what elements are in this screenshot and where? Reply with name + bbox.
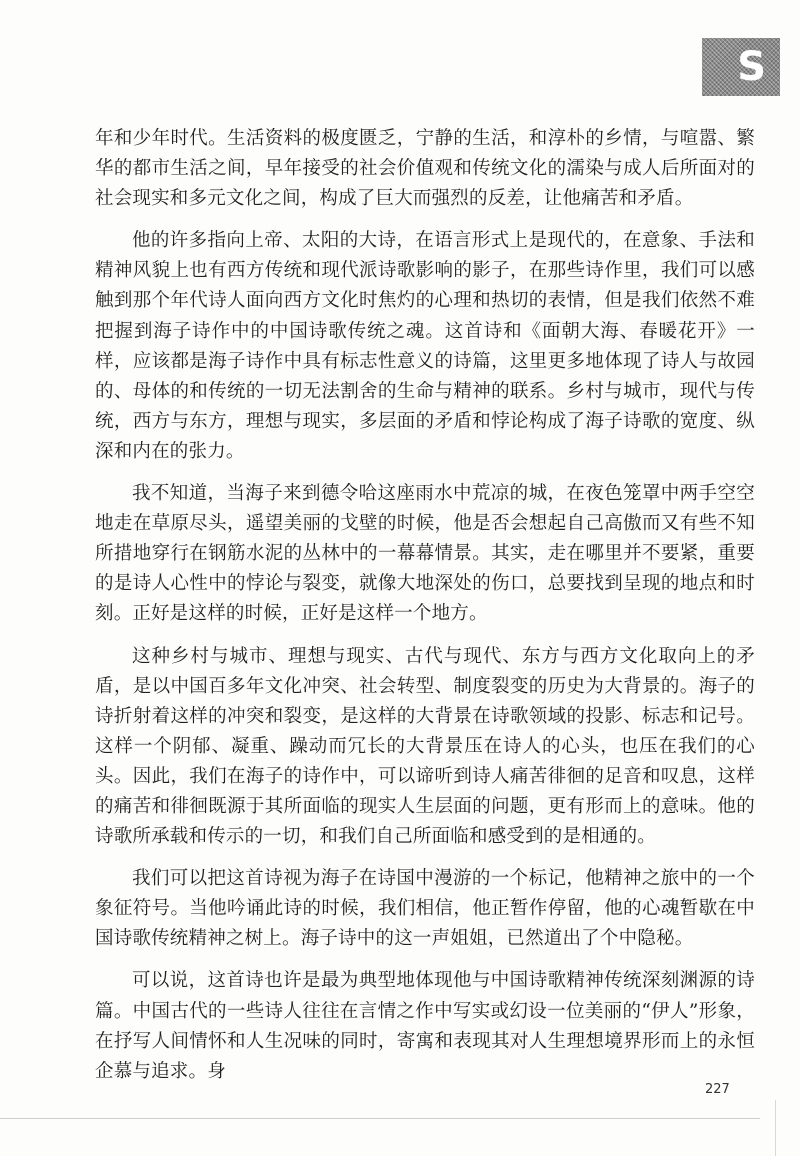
paragraph-4: 这种乡村与城市、理想与现实、古代与现代、东方与西方文化取向上的矛盾，是以中国百多年文化冲突、社会转型、制度裂变的历史为大背景的。海子的诗折射着这样的冲突和裂变，是这样的大背景在诗歌领域的投影、标志和记号。这样一个阴郁、凝重、躁动而冗长的大背景压在诗人的心头，也压在我们的心头。因此，我们在海子的诗作中，可以谛听到诗人痛苦徘徊的足音和叹息，这样的痛苦和徘徊既源于其所面临的现实人生层面的问题，更有形而上的意味。他的诗歌所承载和传示的一切，和我们自己所面临和感受到的是相通的。: [95, 645, 755, 848]
page-number: 227: [705, 1082, 730, 1097]
paragraph-1: 年和少年时代。生活资料的极度匮乏，宁静的生活，和淳朴的乡情，与喧嚣、繁华的都市生活之间，早年接受的社会价值观和传统文化的濡染与成人后所面对的社会现实和多元文化之间，构成了巨大而强烈的反差，让他痛苦和矛盾。: [95, 128, 755, 210]
section-tab: [702, 38, 780, 96]
section-letter: S: [737, 44, 766, 90]
paragraph-6: 可以说，这首诗也许是最为典型地体现他与中国诗歌精神传统深刻渊源的诗篇。中国古代的一些诗人往往在言情之作中写实或幻设一位美丽的“伊人”形象，在抒写人间情怀和人生况味的同时，寄寓和表现其对人生理想境界形而上的永恒企慕与追求。身: [95, 970, 755, 1082]
body-text: [95, 124, 755, 1099]
paragraph-3: 我不知道，当海子来到德令哈这座雨水中荒凉的城，在夜色笼罩中两手空空地走在草原尽头，遥望美丽的戈壁的时候，他是否会想起自己高傲而又有些不知所措地穿行在钢筋水泥的丛林中的一幕幕情景。其实，走在哪里并不要紧，重要的是诗人心性中的悖论与裂变，就像大地深处的伤口，总要找到呈现的地点和时刻。正好是这样的时候，正好是这样一个地方。: [95, 483, 755, 625]
right-edge-line: [775, 1100, 776, 1156]
paragraph-5: 我们可以把这首诗视为海子在诗国中漫游的一个标记，他精神之旅中的一个象征符号。当他吟诵此诗的时候，我们相信，他正暂作停留，他的心魂暂歇在中国诗歌传统精神之树上。海子诗中的这一声姐姐，已然道出了个中隐秘。: [95, 868, 755, 950]
paragraph-2: 他的许多指向上帝、太阳的大诗，在语言形式上是现代的，在意象、手法和精神风貌上也有西方传统和现代派诗歌影响的影子，在那些诗作里，我们可以感触到那个年代诗人面向西方文化时焦灼的心理和热切的表情，但是我们依然不难把握到海子诗作中的中国诗歌传统之魂。这首诗和《面朝大海、春暖花开》一样，应该都是海子诗作中具有标志性意义的诗篇，这里更多地体现了诗人与故园的、母体的和传统的一切无法割舍的生命与精神的联系。乡村与城市，现代与传统，西方与东方，理想与现实，多层面的矛盾和悖论构成了海子诗歌的宽度、纵深和内在的张力。: [95, 230, 755, 462]
bottom-edge-line: [0, 1118, 760, 1119]
